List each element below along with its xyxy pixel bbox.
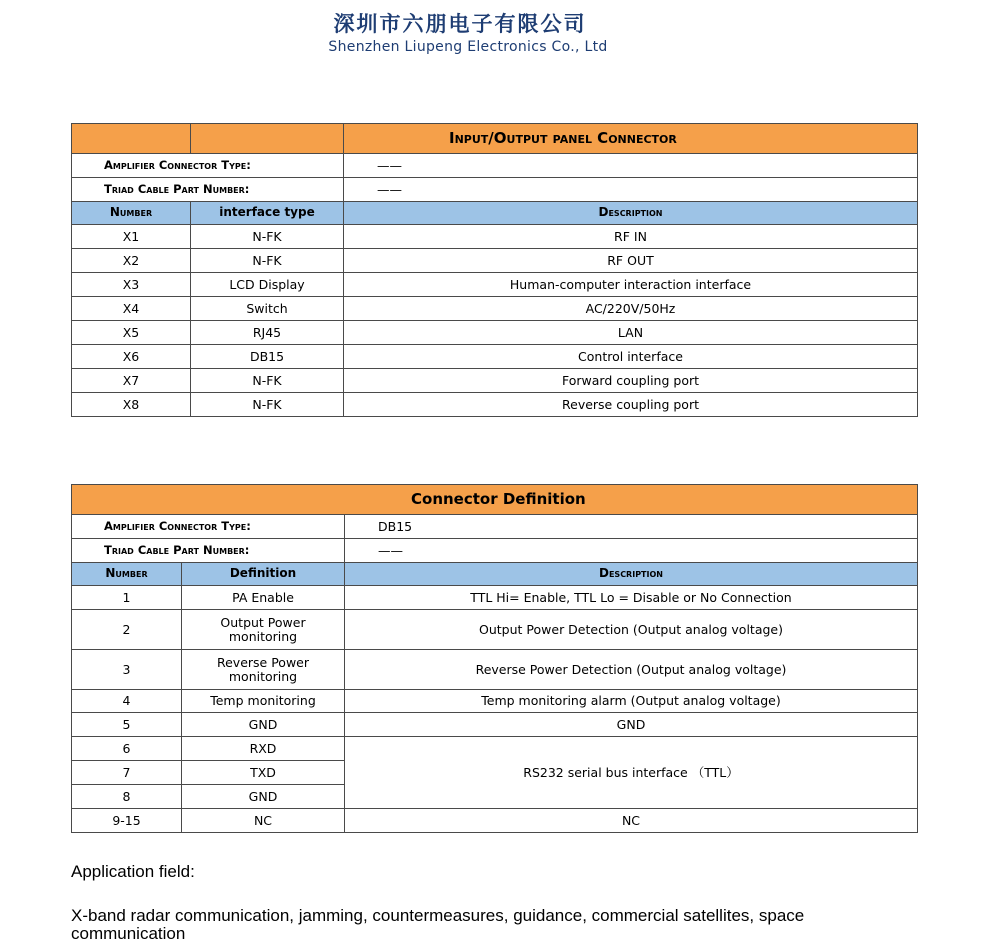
def-definition-cell: Reverse Power monitoring: [182, 650, 345, 690]
def-description-cell: GND: [345, 713, 918, 737]
io-interface-cell: N-FK: [191, 249, 344, 273]
io-interface-cell: Switch: [191, 297, 344, 321]
table-row: [72, 393, 918, 417]
io-amp-connector-label: Amplifier Connector Type:: [72, 154, 344, 178]
def-col-description: Description: [345, 563, 918, 586]
def-number-cell: 7: [72, 761, 182, 785]
def-definition-cell: GND: [182, 713, 345, 737]
table-row: [72, 321, 918, 345]
io-col-number: Number: [72, 202, 191, 225]
def-description-cell: NC: [345, 809, 918, 833]
io-triad-part-label: Triad Cable Part Number:: [72, 178, 344, 202]
table-row: [72, 650, 918, 690]
io-col-interface-type: interface type: [191, 202, 344, 225]
def-description-cell: TTL Hi= Enable, TTL Lo = Disable or No Connection: [345, 586, 918, 610]
io-number-cell: X8: [72, 393, 191, 417]
io-description-cell: Control interface: [344, 345, 918, 369]
def-description-cell: Output Power Detection (Output analog voltage): [345, 610, 918, 650]
def-definition-cell: TXD: [182, 761, 345, 785]
def-table-title: [72, 485, 918, 515]
def-amp-connector-value: DB15: [345, 515, 918, 539]
io-interface-cell: N-FK: [191, 369, 344, 393]
io-triad-part-value: ——: [344, 178, 918, 202]
io-table-title-text: Input/Output panel Connector: [449, 129, 677, 148]
def-col-definition: Definition: [182, 563, 345, 586]
def-definition-cell: NC: [182, 809, 345, 833]
io-interface-cell: RJ45: [191, 321, 344, 345]
def-definition-cell: Temp monitoring: [182, 690, 345, 713]
io-interface-cell: LCD Display: [191, 273, 344, 297]
io-description-cell: Human-computer interaction interface: [344, 273, 918, 297]
io-description-cell: LAN: [344, 321, 918, 345]
def-definition-cell: GND: [182, 785, 345, 809]
def-definition-cell: PA Enable: [182, 586, 345, 610]
table-row: [72, 297, 918, 321]
table-row: [72, 273, 918, 297]
def-amp-connector-label: Amplifier Connector Type:: [72, 515, 345, 539]
io-description-cell: Reverse coupling port: [344, 393, 918, 417]
io-connector-table: [71, 123, 918, 417]
def-definition-cell: RXD: [182, 737, 345, 761]
io-number-cell: X5: [72, 321, 191, 345]
application-field-text: X-band radar communication, jamming, countermeasures, guidance, commercial satellites, space communication: [71, 906, 805, 943]
io-number-cell: X6: [72, 345, 191, 369]
io-interface-cell: N-FK: [191, 393, 344, 417]
io-description-cell: RF IN: [344, 225, 918, 249]
def-description-cell: RS232 serial bus interface （TTL）: [345, 737, 918, 809]
table-row: [72, 809, 918, 833]
company-name-cn: 深圳市六朋电子有限公司: [333, 12, 587, 36]
table-row: [72, 249, 918, 273]
def-number-cell: 5: [72, 713, 182, 737]
io-description-cell: Forward coupling port: [344, 369, 918, 393]
io-number-cell: X7: [72, 369, 191, 393]
def-number-cell: 3: [72, 650, 182, 690]
io-col-description: Description: [344, 202, 918, 225]
def-triad-part-label: Triad Cable Part Number:: [72, 539, 345, 563]
table-row: [72, 713, 918, 737]
table-row: [72, 369, 918, 393]
table-row: [72, 610, 918, 650]
io-description-cell: AC/220V/50Hz: [344, 297, 918, 321]
io-number-cell: X1: [72, 225, 191, 249]
io-amp-connector-value: ——: [344, 154, 918, 178]
def-definition-cell: Output Power monitoring: [182, 610, 345, 650]
def-triad-part-value: ——: [345, 539, 918, 563]
def-number-cell: 1: [72, 586, 182, 610]
def-number-cell: 2: [72, 610, 182, 650]
io-table-title: [344, 124, 918, 154]
io-number-cell: X4: [72, 297, 191, 321]
connector-definition-table: [71, 484, 918, 833]
def-description-cell: Reverse Power Detection (Output analog voltage): [345, 650, 918, 690]
io-number-cell: X2: [72, 249, 191, 273]
io-description-cell: RF OUT: [344, 249, 918, 273]
def-description-cell: Temp monitoring alarm (Output analog voltage): [345, 690, 918, 713]
def-number-cell: 8: [72, 785, 182, 809]
table-row: [72, 737, 918, 761]
table-row: [72, 345, 918, 369]
table-row: [72, 690, 918, 713]
def-number-cell: 9-15: [72, 809, 182, 833]
def-number-cell: 6: [72, 737, 182, 761]
def-col-number: Number: [72, 563, 182, 586]
table-row: [72, 586, 918, 610]
company-name-en: Shenzhen Liupeng Electronics Co., Ltd: [328, 39, 608, 55]
application-field-title: Application field:: [71, 862, 195, 881]
io-number-cell: X3: [72, 273, 191, 297]
io-interface-cell: N-FK: [191, 225, 344, 249]
def-number-cell: 4: [72, 690, 182, 713]
def-table-title-text: Connector Definition: [411, 490, 586, 509]
io-interface-cell: DB15: [191, 345, 344, 369]
table-row: [72, 225, 918, 249]
